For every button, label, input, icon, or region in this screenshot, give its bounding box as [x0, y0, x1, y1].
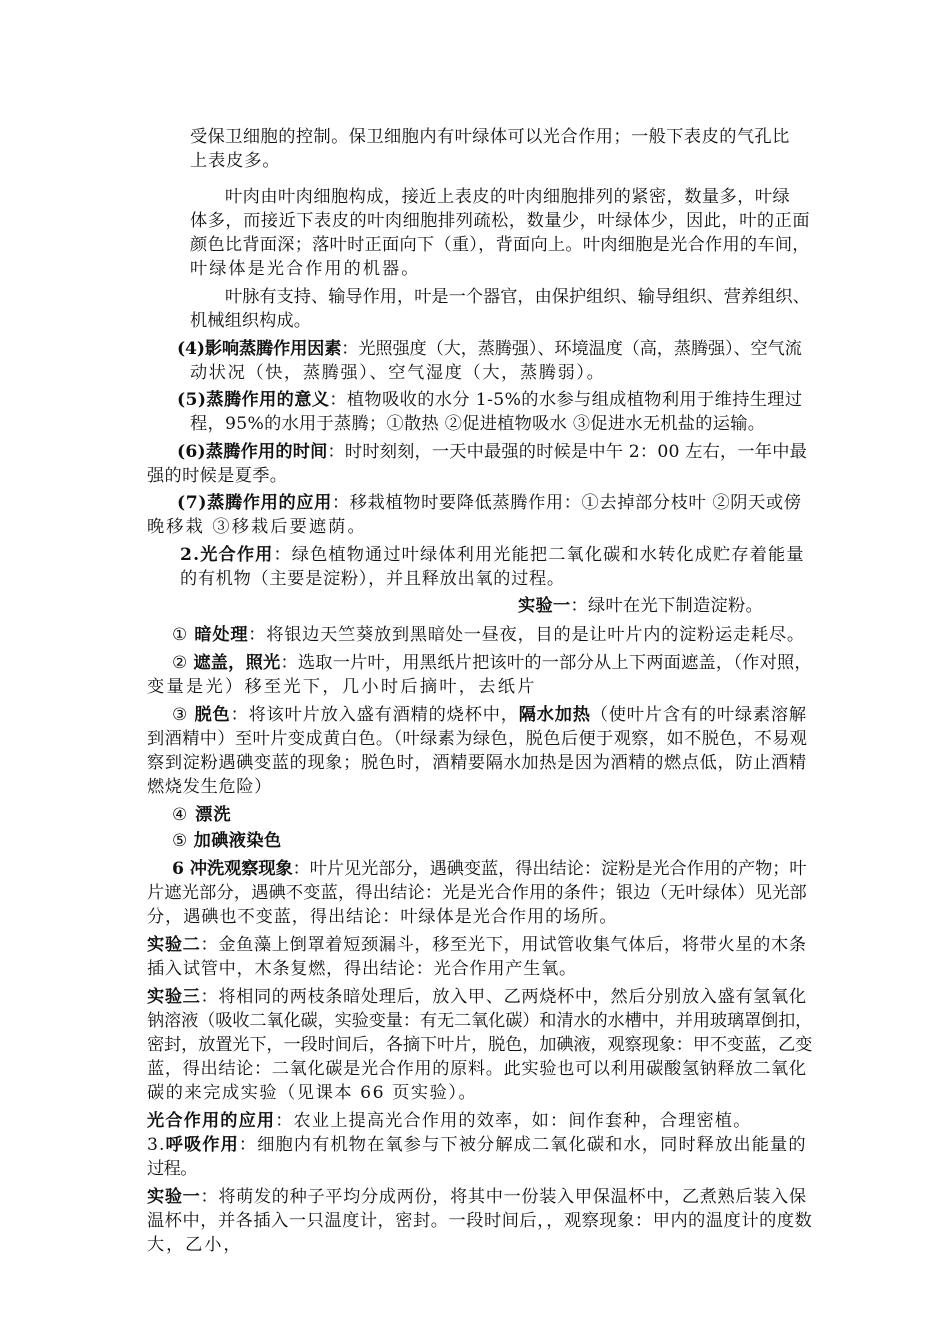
text-run: 颜色比背面深；落叶时正面向下（重），背面向上。叶肉细胞是光合作用的车间， [190, 235, 810, 255]
text-run: 察到淀粉遇碘变蓝的现象；脱色时，酒精要隔水加热是因为酒精的燃点低，防止酒精 [147, 753, 807, 773]
bold-term: (5)蒸腾作用的意义 [177, 390, 330, 410]
text-line [177, 388, 802, 412]
text-line [180, 567, 565, 591]
text-run: ：将相同的两枝条暗处理后，放入甲、乙两烧杯中，然后分别放入盛有氢氧化 [200, 987, 807, 1007]
bold-term: 2.光合作用 [180, 545, 274, 565]
text-run: 3. [147, 1135, 166, 1155]
text-run: ：绿叶在光下制造淀粉。 [570, 596, 764, 616]
text-line [190, 125, 790, 149]
text-run: ⑤ [172, 831, 194, 851]
text-run: ④ [172, 805, 196, 825]
text-line [147, 985, 807, 1009]
text-run: ：将该叶片放入盛有酒精的烧杯中， [230, 705, 519, 725]
text-run: 叶绿体是光合作用的机器。 [190, 259, 421, 279]
text-run: ：细胞内有机物在氧参与下被分解成二氧化碳和水，同时释放出能量的 [238, 1135, 807, 1155]
text-run: ：光照强度（大，蒸腾强）、环境温度（高，蒸腾强）、空气流 [341, 339, 802, 359]
text-line [225, 185, 790, 209]
text-run: 燃烧发生危险） [147, 777, 273, 797]
text-run: ：金鱼藻上倒罩着短颈漏斗，移至光下，用试管收集气体后，将带火星的木条 [200, 935, 807, 955]
text-line [147, 675, 537, 699]
text-line [147, 1157, 197, 1181]
text-line [147, 1033, 812, 1057]
text-run: 强的时候是夏季。 [147, 466, 288, 486]
text-line [147, 1209, 812, 1233]
text-run: ：选取一片叶，用黑纸片把该叶的一部分从上下两面遮盖，（作对照， [280, 653, 812, 673]
bold-term: 光合作用的应用 [147, 1111, 276, 1131]
text-line [190, 361, 605, 385]
text-line [172, 651, 812, 675]
text-run: 晚移栽 ③移栽后要遮荫。 [147, 517, 367, 537]
text-run: 变量是光）移至光下，几小时后摘叶，去纸片 [147, 677, 537, 697]
text-line [172, 803, 232, 827]
text-run: 插入试管中，木条复燃，得出结论：光合作用产生氧。 [147, 959, 577, 979]
text-line [177, 440, 807, 464]
text-run: 碳的来完成实验（见课本 66 页实验）。 [147, 1083, 478, 1103]
text-line [147, 751, 807, 775]
text-run: 程，95%的水用于蒸腾；①散热 ②促进植物吸水 ③促进水无机盐的运输。 [190, 414, 766, 434]
text-run: ：移栽植物时要降低蒸腾作用：①去掉部分枝叶 ②阴天或傍 [331, 493, 802, 513]
bold-term: 6 冲洗观察现象 [172, 859, 293, 879]
text-line [172, 623, 805, 647]
text-line [147, 515, 367, 539]
text-run: 钠溶液（吸收二氧化碳，实验变量：有无二氧化碳）和清水的水槽中，并用玻璃罩倒扣， [147, 1011, 813, 1031]
text-line [180, 543, 805, 567]
text-line [147, 464, 287, 488]
text-line [147, 775, 272, 799]
text-run: ：绿色植物通过叶绿体利用光能把二氧化碳和水转化成贮存着能量 [273, 545, 805, 565]
text-line [147, 727, 807, 751]
text-line [518, 594, 763, 618]
text-line [147, 881, 807, 905]
text-line [225, 285, 810, 309]
bold-term: 漂洗 [195, 805, 232, 825]
text-line [147, 1057, 807, 1081]
text-line [147, 1233, 242, 1257]
bold-term: 暗处理 [194, 625, 249, 645]
text-line [190, 309, 311, 333]
text-run: 大，乙小， [147, 1235, 243, 1255]
text-run: 叶肉由叶肉细胞构成，接近上表皮的叶肉细胞排列的紧密，数量多，叶绿 [225, 187, 791, 207]
text-line [190, 149, 280, 173]
text-line [190, 209, 810, 233]
text-run: 蓝，得出结论：二氧化碳是光合作用的原料。此实验也可以利用碳酸氢钠释放二氧化 [147, 1059, 807, 1079]
text-run: （使叶片含有的叶绿素溶解 [590, 705, 807, 725]
bold-term: (6)蒸腾作用的时间 [177, 442, 328, 462]
text-line [147, 905, 617, 929]
bold-term: 呼吸作用 [165, 1135, 239, 1155]
text-line [172, 829, 282, 853]
text-run: 动状况（快，蒸腾强）、空气湿度（大，蒸腾弱）。 [190, 363, 606, 383]
text-line [147, 1185, 807, 1209]
text-line [147, 1133, 807, 1157]
bold-term: 加碘液染色 [193, 831, 282, 851]
bold-term: (7)蒸腾作用的应用 [177, 493, 332, 513]
text-run: 密封，放置光下，一段时间后，各摘下叶片，脱色，加碘液，观察现象：甲不变蓝，乙变 [147, 1035, 813, 1055]
text-run: ① [172, 625, 195, 645]
text-line [177, 491, 802, 515]
text-line [190, 412, 765, 436]
text-run: ：将银边天竺葵放到黑暗处一昼夜，目的是让叶片内的淀粉运走耗尽。 [248, 625, 805, 645]
text-line [147, 1081, 477, 1105]
text-line [190, 257, 420, 281]
text-run: ② [172, 653, 194, 673]
text-line [147, 1009, 812, 1033]
bold-term: 隔水加热 [518, 705, 591, 725]
text-line [147, 1109, 752, 1133]
text-run: 叶脉有支持、输导作用，叶是一个器官，由保护组织、输导组织、营养组织、 [225, 287, 810, 307]
text-run: 上表皮多。 [190, 151, 281, 171]
text-run: 温杯中，并各插入一只温度计，密封。一段时间后，，观察现象：甲内的温度计的度数 [147, 1211, 813, 1231]
text-run: 分，遇碘也不变蓝，得出结论：叶绿体是光合作用的场所。 [147, 907, 618, 927]
bold-term: (4)影响蒸腾作用因素 [177, 339, 342, 359]
text-run: 机械组织构成。 [190, 311, 312, 331]
bold-term: 遮盖，照光 [193, 653, 281, 673]
text-line [147, 933, 807, 957]
text-run: 到酒精中）至叶片变成黄白色。（叶绿素为绿色，脱色后便于观察，如不脱色，不易观 [147, 729, 808, 749]
text-line [172, 857, 807, 881]
text-run: 的有机物（主要是淀粉），并且释放出氧的过程。 [180, 569, 565, 589]
text-line [177, 337, 802, 361]
bold-term: 实验一 [147, 1187, 201, 1207]
bold-term: 实验三 [147, 987, 201, 1007]
text-run: ：将萌发的种子平均分成两份，将其中一份装入甲保温杯中，乙煮熟后装入保 [200, 1187, 807, 1207]
text-run: ③ [172, 705, 195, 725]
text-run: 受保卫细胞的控制。保卫细胞内有叶绿体可以光合作用；一般下表皮的气孔比 [190, 127, 790, 147]
text-run: 体多，而接近下表皮的叶肉细胞排列疏松，数量少，叶绿体少，因此，叶的正面 [190, 211, 811, 231]
bold-term: 实验一 [518, 596, 571, 616]
text-run: ：叶片见光部分，遇碘变蓝，得出结论：淀粉是光合作用的产物；叶 [292, 859, 807, 879]
text-run: 片遮光部分，遇碘不变蓝，得出结论：光是光合作用的条件；银边（无叶绿体）见光部 [147, 883, 807, 903]
text-run: ：农业上提高光合作用的效率，如：间作套种，合理密植。 [275, 1111, 752, 1131]
text-run: ：时时刻刻，一天中最强的时候是中午 2：00 左右，一年中最 [327, 442, 807, 462]
text-run: 过程。 [147, 1159, 197, 1179]
text-line [172, 703, 807, 727]
text-run: ：植物吸收的水分 1-5%的水参与组成植物利用于维持生理过 [329, 390, 803, 410]
bold-term: 实验二 [147, 935, 201, 955]
bold-term: 脱色 [194, 705, 231, 725]
text-line [147, 957, 577, 981]
text-line [190, 233, 810, 257]
